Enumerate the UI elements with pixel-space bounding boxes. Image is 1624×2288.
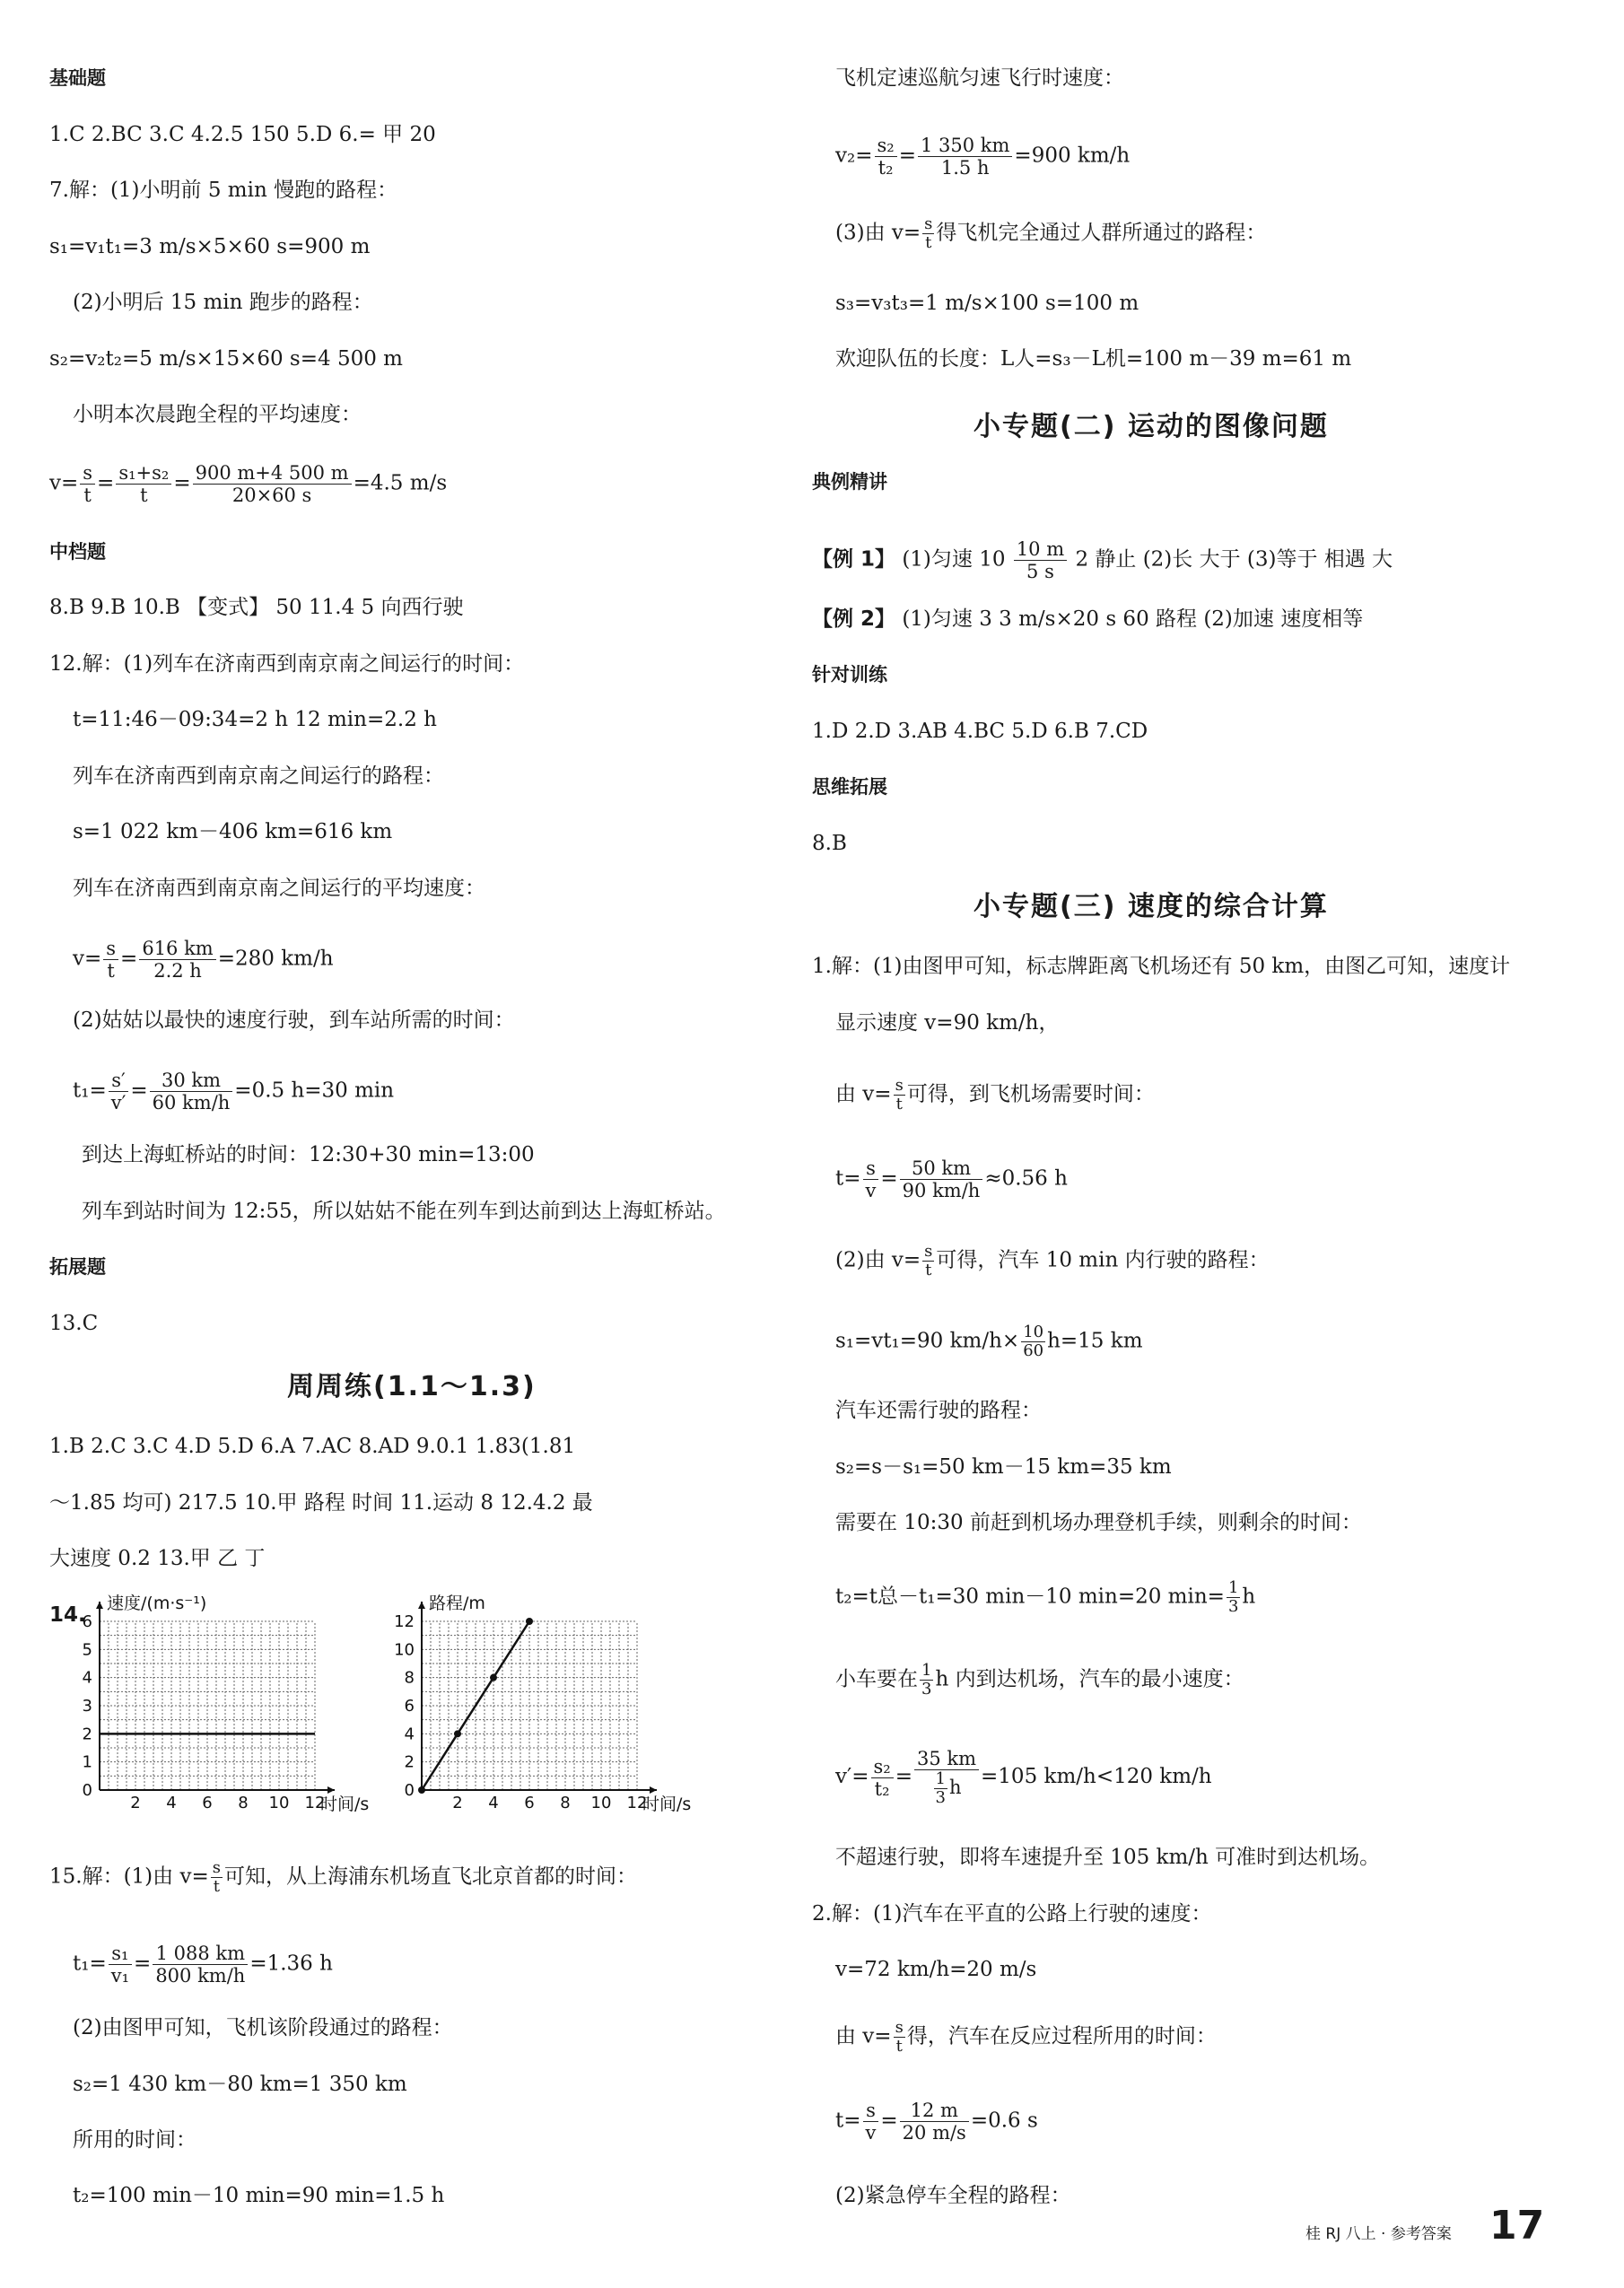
- origin-label: 0: [82, 1781, 92, 1800]
- footer-text: 桂 RJ 八上 · 参考答案: [1305, 2225, 1452, 2243]
- section-heading-basic: 基础题: [49, 67, 106, 89]
- welcome-team-length: 欢迎队伍的长度：L人=s₃－L机=100 m－39 m=61 m: [835, 347, 1352, 371]
- weekly-answers-3: 大速度 0.2 13.甲 乙 丁: [49, 1547, 266, 1570]
- y-tick-label: 5: [82, 1640, 92, 1660]
- q15-part2: (2)由图甲可知，飞机该阶段通过的路程：: [73, 2016, 453, 2039]
- y-tick-label: 3: [82, 1697, 92, 1716]
- q7-part3: 小明本次晨跑全程的平均速度：: [73, 403, 362, 426]
- topic2-title: 小专题(二) 运动的图像问题: [974, 411, 1329, 442]
- distance-time-chart: [350, 1593, 692, 1821]
- x-tick-label: 8: [238, 1794, 249, 1812]
- mid-answers: 8.B 9.B 10.B 【变式】 50 11.4 5 向西行驶: [49, 596, 464, 619]
- x-tick-label: 6: [524, 1794, 535, 1812]
- y-tick-label: 12: [394, 1612, 415, 1631]
- q15-s2: s₂=1 430 km－80 km=1 350 km: [73, 2073, 407, 2096]
- s1-line13: 不超速行驶，即将车速提升至 105 km/h 可准时到达机场。: [835, 1846, 1381, 1869]
- q7-heading: 7.解：(1)小明前 5 min 慢跑的路程：: [49, 179, 398, 202]
- x-tick-label: 8: [560, 1794, 571, 1812]
- q12-time: t=11:46－09:34=2 h 12 min=2.2 h: [73, 708, 437, 731]
- example1: 【例 1】 (1)匀速 10 $\frac{10 m}{5 s}$ 2 静止 (2)长 大于 (3)等于 相遇 大: [812, 538, 1393, 582]
- y-tick-label: 6: [82, 1612, 92, 1631]
- q7-s2: s₂=v₂t₂=5 m/s×15×60 s=4 500 m: [49, 347, 403, 371]
- y-tick-label: 4: [82, 1668, 92, 1688]
- q12-part4: 到达上海虹桥站的时间：12:30+30 min=13:00: [82, 1143, 535, 1166]
- chart-grid: [422, 1621, 637, 1790]
- q12-t1-formula: t₁= $\frac{s'}{v'}$ = $\frac{30 km}{60 km/h}$ =0.5 h=30 min: [73, 1070, 395, 1113]
- plane-speed-heading: 飞机定速巡航匀速飞行时速度：: [835, 66, 1124, 90]
- basic-answers: 1.C 2.BC 3.C 4.2.5 150 5.D 6.= 甲 20: [49, 123, 436, 146]
- x-axis-arrow: [650, 1786, 657, 1794]
- y-axis-label: 速度/(m·s⁻¹): [107, 1594, 207, 1613]
- s1-line1: 1.解：(1)由图甲可知，标志牌距离飞机场还有 50 km，由图乙可知，速度计: [812, 955, 1511, 978]
- q12-part5: 列车到站时间为 12:55，所以姑姑不能在列车到达前到达上海虹桥站。: [82, 1200, 726, 1223]
- q12-part1: 列车在济南西到南京南之间运行的路程：: [73, 764, 444, 788]
- q12-velocity-formula: v= $\frac{s}{t}$ = $\frac{616 km}{2.2 h}$ =280 km/h: [73, 938, 334, 982]
- weekly-answers-1: 1.B 2.C 3.C 4.D 5.D 6.A 7.AC 8.AD 9.0.1 1.83(1.81: [49, 1435, 576, 1458]
- x-tick-label: 12: [304, 1794, 326, 1812]
- x-tick-label: 2: [130, 1794, 141, 1812]
- ext-answer: 13.C: [49, 1312, 99, 1335]
- q7-s1: s₁=v₁t₁=3 m/s×5×60 s=900 m: [49, 235, 371, 258]
- plane-s3: s₃=v₃t₃=1 m/s×100 s=100 m: [835, 292, 1139, 315]
- s1-line7: 汽车还需行驶的路程：: [835, 1399, 1042, 1422]
- s1-line5: (2)由 v= $\frac{s}{t}$ 可得，汽车 10 min 内行驶的路程：: [835, 1242, 1270, 1279]
- s1-line8: s₂=s－s₁=50 km－15 km=35 km: [835, 1455, 1172, 1479]
- training-answers: 1.D 2.D 3.AB 4.BC 5.D 6.B 7.CD: [812, 720, 1148, 743]
- data-point: [490, 1674, 497, 1681]
- topic3-title: 小专题(三) 速度的综合计算: [974, 891, 1329, 922]
- y-axis-label: 路程/m: [429, 1594, 485, 1613]
- q12-distance: s=1 022 km－406 km=616 km: [73, 820, 393, 843]
- q7-part2: (2)小明后 15 min 跑步的路程：: [73, 291, 373, 314]
- s1-line11: 小车要在 $\frac{1}{3}$ h 内到达机场，汽车的最小速度：: [835, 1661, 1244, 1699]
- x-tick-label: 4: [488, 1794, 499, 1812]
- example2: 【例 2】 (1)匀速 3 3 m/s×20 s 60 路程 (2)加速 速度相等: [812, 607, 1364, 631]
- s1-min-speed-formula: v′= $\frac{\text{s₂}}{\text{t₂}}$ = 35 km $\frac{1}{3}$ h =105 km/h<120 km/h: [835, 1748, 1212, 1807]
- x-tick-label: 6: [202, 1794, 213, 1812]
- s1-line10: t₂=t总－t₁=30 min－10 min=20 min= $\frac{1}{3}$ h: [835, 1578, 1256, 1616]
- q15-t1-formula: t₁= $\frac{\text{s₁}}{\text{v₁}}$ = $\frac{1 088 km}{800 km/h}$ =1.36 h: [73, 1943, 333, 1987]
- x-tick-label: 4: [166, 1794, 177, 1812]
- y-tick-label: 2: [82, 1725, 92, 1744]
- weekly-title: 周周练(1.1～1.3): [287, 1371, 537, 1402]
- s2-line2: v=72 km/h=20 m/s: [835, 1958, 1037, 1981]
- q12-part3: (2)姑姑以最快的速度行驶，到车站所需的时间：: [73, 1009, 515, 1032]
- s1-line9: 需要在 10:30 前赶到机场办理登机手续，则剩余的时间：: [835, 1511, 1362, 1534]
- q12-heading: 12.解：(1)列车在济南西到南京南之间运行的时间：: [49, 652, 525, 676]
- think-answer: 8.B: [812, 832, 847, 855]
- data-point: [526, 1618, 533, 1625]
- s2-line1: 2.解：(1)汽车在平直的公路上行驶的速度：: [812, 1902, 1212, 1926]
- y-tick-label: 6: [404, 1697, 415, 1716]
- s1-line3: 由 v= $\frac{s}{t}$ 可得，到飞机场需要时间：: [835, 1076, 1155, 1113]
- s2-line5: (2)紧急停车全程的路程：: [835, 2184, 1071, 2207]
- q14-label: 14.: [49, 1603, 86, 1627]
- x-tick-label: 2: [452, 1794, 463, 1812]
- s1-time-formula: t= $\frac{s}{v}$ = $\frac{50 km}{90 km/h}$ ≈0.56 h: [835, 1157, 1068, 1201]
- y-tick-label: 8: [404, 1668, 415, 1688]
- data-point: [454, 1730, 461, 1737]
- q7-velocity-formula: v= $\frac{s}{t}$ = $\frac{\text{s₁+s₂}}{t}$ = $\frac{900 m+4 500 m}{20\times 60 s}$ =4.5 m/s: [49, 462, 448, 506]
- q12-part2: 列车在济南西到南京南之间运行的平均速度：: [73, 877, 485, 900]
- x-axis-arrow: [327, 1786, 335, 1794]
- y-tick-label: 2: [404, 1752, 415, 1772]
- plane-speed-formula: v₂= $\frac{\text{s₂}}{\text{t₂}}$ = $\frac{1 350 km}{1.5 h}$ =900 km/h: [835, 135, 1131, 179]
- y-axis-arrow: [96, 1602, 103, 1609]
- section-heading-think: 思维拓展: [812, 776, 887, 798]
- chart-grid: [100, 1621, 315, 1790]
- section-heading-training: 针对训练: [812, 664, 887, 686]
- s1-line2: 显示速度 v=90 km/h，: [835, 1011, 1060, 1035]
- x-tick-label: 12: [626, 1794, 648, 1812]
- x-tick-label: 10: [590, 1794, 612, 1812]
- y-tick-label: 4: [404, 1725, 415, 1744]
- plane-part3: (3)由 v= $\frac{s}{t}$ 得飞机完全通过人群所通过的路程：: [835, 214, 1267, 252]
- weekly-answers-2: ～1.85 均可) 217.5 10.甲 路程 时间 11.运动 8 12.4.2 最: [49, 1491, 593, 1515]
- s1-s1-formula: s₁=vt₁=90 km/h× $\frac{10}{60}$ h=15 km: [835, 1323, 1143, 1360]
- s2-time-formula: t= $\frac{s}{v}$ = $\frac{12 m}{20 m/s}$ =0.6 s: [835, 2100, 1038, 2144]
- y-axis-arrow: [418, 1602, 425, 1609]
- x-tick-label: 10: [268, 1794, 290, 1812]
- data-point: [418, 1786, 425, 1794]
- x-axis-label: 时间/s: [320, 1795, 370, 1814]
- y-tick-label: 10: [394, 1640, 415, 1660]
- velocity-time-chart: [49, 1593, 372, 1821]
- x-axis-label: 时间/s: [642, 1795, 692, 1814]
- s2-line3: 由 v= $\frac{s}{t}$ 得，汽车在反应过程所用的时间：: [835, 2018, 1217, 2056]
- y-tick-label: 1: [82, 1752, 92, 1772]
- section-heading-mid: 中档题: [49, 541, 106, 563]
- origin-label: 0: [404, 1781, 415, 1800]
- page-number: 17: [1489, 2203, 1545, 2249]
- q15-t2: t₂=100 min－10 min=90 min=1.5 h: [73, 2184, 445, 2207]
- q15-part3: 所用的时间：: [73, 2128, 196, 2152]
- section-heading-example: 典例精讲: [812, 471, 887, 493]
- q15-heading: 15.解：(1)由 v= $\frac{s}{t}$ 可知，从上海浦东机场直飞北京首都的时间：: [49, 1858, 637, 1896]
- section-heading-ext: 拓展题: [49, 1256, 106, 1278]
